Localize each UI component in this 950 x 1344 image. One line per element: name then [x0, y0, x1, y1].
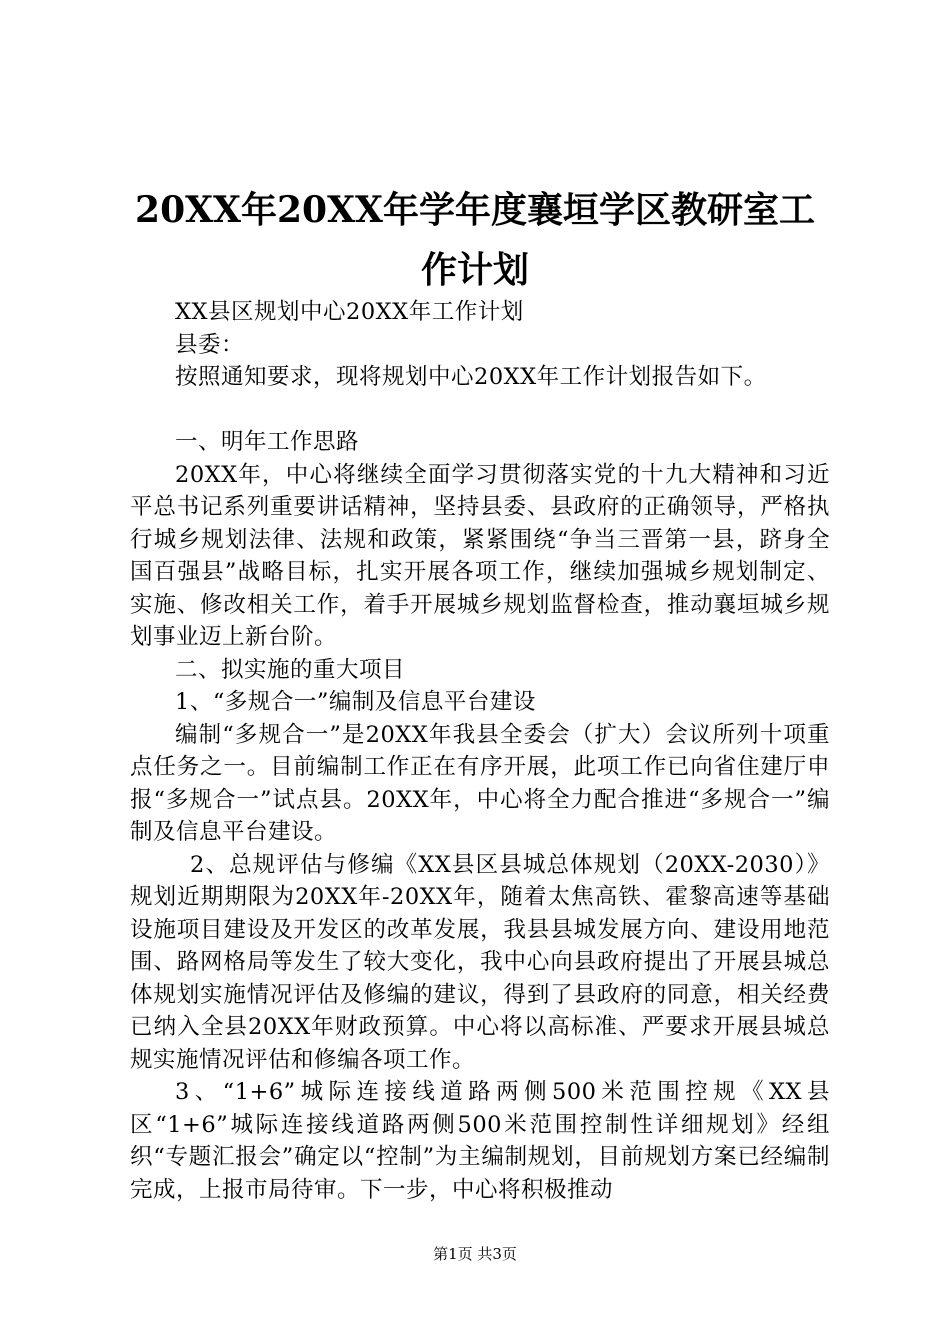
document-title: 20XX年20XX年学年度襄垣学区教研室工作计划	[135, 189, 815, 291]
paragraph-item-2: 2、总规评估与修编《XX县区县城总体规划（20XX-2030）》规划近期期限为20XX年-20XX年，随着太焦高铁、霍黎高速等基础设施项目建设及开发区的改革发展，我县县城发展方向、建设用地范围、路网格局等发生了较大变化，我中心向县政府提出了开展县城总体规划实施情况评估及修编的建议，得到了县政府的同意，相关经费已纳入全县20XX年财政预算。中心将以高标准、严要求开展县城总规实施情况评估和修编各项工作。	[130, 851, 830, 1073]
section-heading-2: 二、拟实施的重大项目	[175, 656, 406, 683]
page-number-footer: 第1页 共3页	[433, 1245, 517, 1263]
paragraph-item-1: 编制“多规合一”是20XX年我县全委会（扩大）会议所列十项重点任务之一。目前编制工作正在有序开展，此项工作已向省住建厅申报“多规合一”试点县。20XX年，中心将全力配合推进“多规合一”编制及信息平台建设。	[130, 721, 830, 845]
paragraph-subtitle: XX县区规划中心20XX年工作计划	[175, 299, 524, 325]
paragraph-work-ideas: 20XX年，中心将继续全面学习贯彻落实党的十九大精神和习近平总书记系列重要讲话精神，坚持县委、县政府的正确领导，严格执行城乡规划法律、法规和政策，紧紧围绕“争当三晋第一县，跻身全国百强县”战略目标，扎实开展各项工作，继续加强城乡规划制定、实施、修改相关工作，着手开展城乡规划监督检查，推动襄垣城乡规划事业迈上新台阶。	[130, 461, 830, 650]
item-heading-1: 1、“多规合一”编制及信息平台建设	[175, 689, 536, 715]
paragraph-item-3: 3、“1+6”城际连接线道路两侧500米范围控规《XX县区“1+6”城际连接线道路两侧500米范围控制性详细规划》经组织“专题汇报会”确定以“控制”为主编制规划，目前规划方案已经编制完成，上报市局待审。下一步，中心将积极推动	[130, 1079, 830, 1203]
blank-line	[130, 394, 830, 427]
section-heading-1: 一、明年工作思路	[175, 429, 360, 455]
paragraph-salutation: 县委：	[175, 331, 245, 358]
document-body	[130, 296, 830, 1206]
paragraph-intro: 按照通知要求，现将规划中心20XX年工作计划报告如下。	[175, 364, 767, 390]
